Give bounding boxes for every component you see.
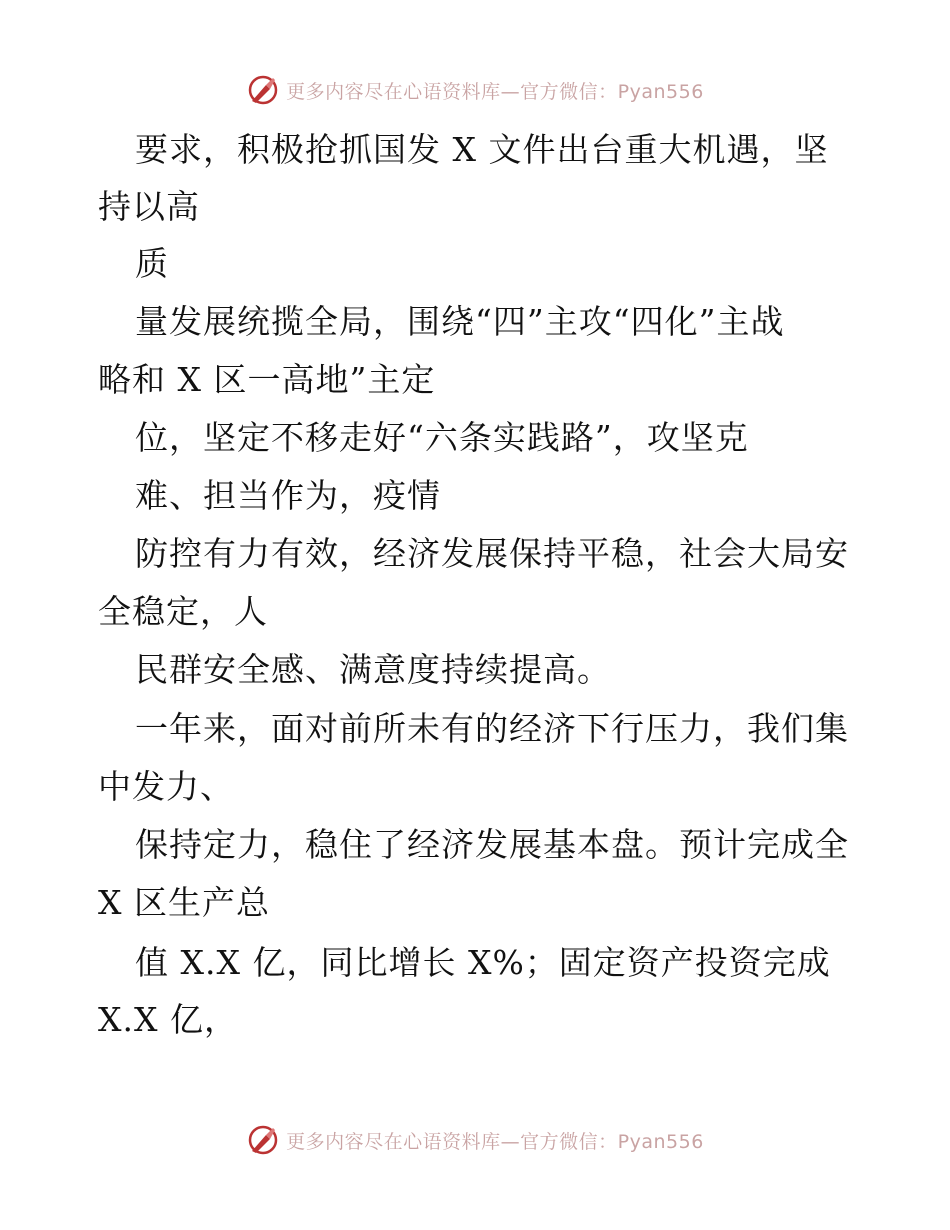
text-line: 质 [135,244,169,283]
text-line: 防控有力有效，经济发展保持平稳，社会大局安 [135,534,849,573]
text-line: 全稳定，人 [98,592,268,631]
watermark-text: 更多内容尽在心语资料库—官方微信：Pyan556 [286,80,704,103]
footer-watermark [0,1120,950,1160]
pen-nib-logo-icon [246,73,280,107]
text-line: X 区生产总 [98,883,270,922]
watermark-text: 更多内容尽在心语资料库—官方微信：Pyan556 [286,1130,704,1153]
text-line: 中发力、 [98,767,234,806]
text-line: 量发展统揽全局，围绕“四”主攻“四化”主战 [135,302,785,341]
text-line: 值 X.X 亿，同比增长 X%；固定资产投资完成 [135,943,831,982]
pen-nib-logo-icon [246,1123,280,1157]
text-line: 持以高 [98,187,200,226]
text-line: 保持定力，稳住了经济发展基本盘。预计完成全 [135,825,849,864]
text-line: 要求，积极抢抓国发 X 文件出台重大机遇，坚 [135,130,829,169]
text-line: 略和 X 区一高地”主定 [98,360,436,399]
text-line: 一年来，面对前所未有的经济下行压力，我们集 [135,709,849,748]
text-line: 民群安全感、满意度持续提高。 [135,650,611,689]
text-line: 难、担当作为，疫情 [135,476,441,515]
text-line: X.X 亿， [98,1000,238,1039]
text-line: 位，坚定不移走好“六条实践路”，攻坚克 [135,418,749,457]
header-watermark [0,70,950,110]
